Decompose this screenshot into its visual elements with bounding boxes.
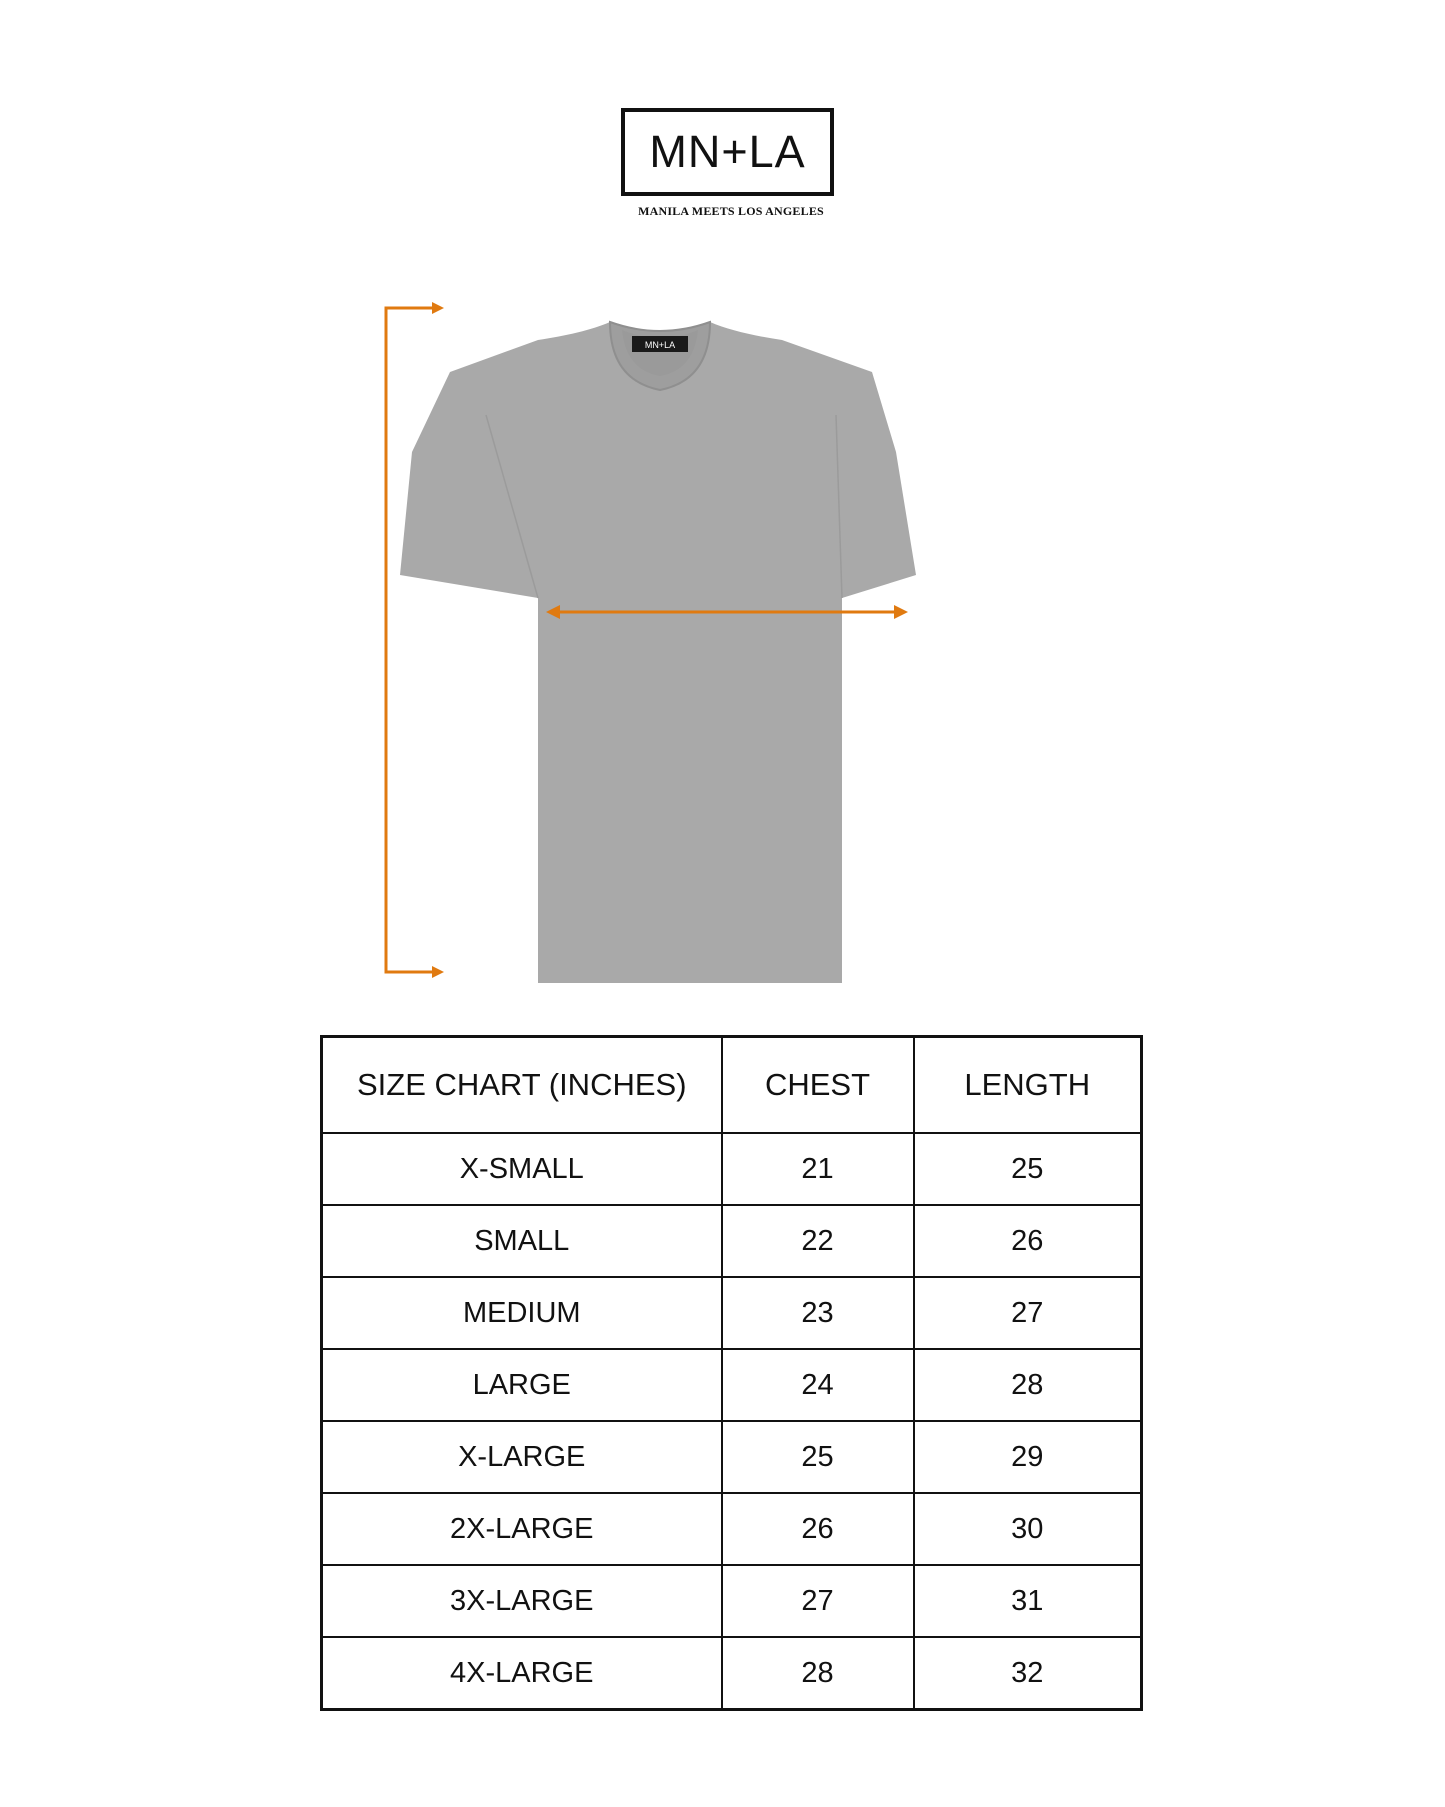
tshirt-diagram [370, 290, 1070, 990]
neck-label-text: MN+LA [644, 340, 676, 350]
length-cell: 27 [914, 1277, 1142, 1349]
logo-tagline: MANILA MEETS LOS ANGELES [638, 204, 824, 218]
chest-cell: 21 [722, 1133, 914, 1205]
length-cell: 28 [914, 1349, 1142, 1421]
chest-cell: 28 [722, 1637, 914, 1710]
table-row [322, 1205, 1142, 1277]
table-row [322, 1421, 1142, 1493]
length-cell: 26 [914, 1205, 1142, 1277]
size-cell: 3X-LARGE [322, 1565, 722, 1637]
size-cell: X-SMALL [322, 1133, 722, 1205]
header-size-chart: SIZE CHART (INCHES) [322, 1037, 722, 1134]
brand-logo [621, 108, 834, 196]
logo-text: MN+LA [649, 126, 806, 177]
table-row [322, 1133, 1142, 1205]
length-cell: 31 [914, 1565, 1142, 1637]
length-arrow-top-head [432, 302, 444, 314]
size-cell: SMALL [322, 1205, 722, 1277]
size-cell: LARGE [322, 1349, 722, 1421]
table-row [322, 1493, 1142, 1565]
length-arrow-bottom-head [432, 966, 444, 978]
chest-cell: 24 [722, 1349, 914, 1421]
size-cell: MEDIUM [322, 1277, 722, 1349]
table-row [322, 1277, 1142, 1349]
header-length: LENGTH [914, 1037, 1142, 1134]
table-row [322, 1565, 1142, 1637]
tshirt-shape [400, 322, 916, 983]
length-arrow [386, 308, 432, 972]
header-chest: CHEST [722, 1037, 914, 1134]
chest-cell: 23 [722, 1277, 914, 1349]
table-row [322, 1349, 1142, 1421]
size-chart-table [320, 1035, 1143, 1711]
length-cell: 29 [914, 1421, 1142, 1493]
size-cell: 4X-LARGE [322, 1637, 722, 1710]
chest-cell: 26 [722, 1493, 914, 1565]
length-cell: 25 [914, 1133, 1142, 1205]
size-cell: 2X-LARGE [322, 1493, 722, 1565]
size-cell: X-LARGE [322, 1421, 722, 1493]
size-chart-header-row [322, 1037, 1142, 1134]
chest-arrow-right-head [894, 605, 908, 619]
length-cell: 32 [914, 1637, 1142, 1710]
chest-cell: 25 [722, 1421, 914, 1493]
table-row [322, 1637, 1142, 1710]
chest-cell: 22 [722, 1205, 914, 1277]
length-cell: 30 [914, 1493, 1142, 1565]
chest-cell: 27 [722, 1565, 914, 1637]
